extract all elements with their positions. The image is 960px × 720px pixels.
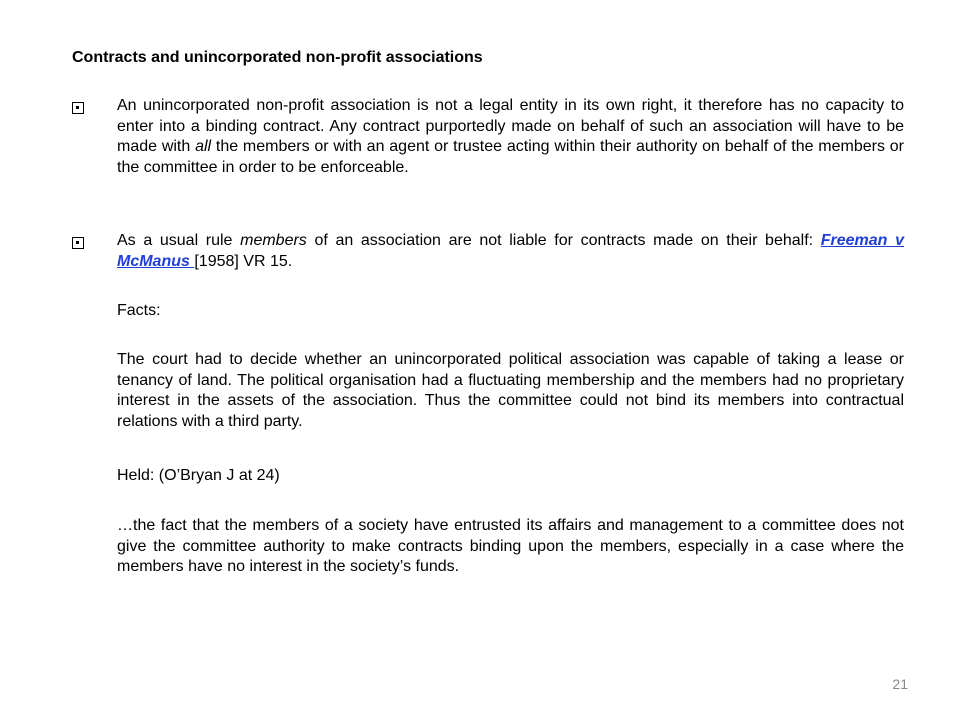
facts-text: The court had to decide whether an unincorporated political association was capable of taking a lease or tenancy of land. The political organisation had a fluctuating membership and the members had no proprietary interest in the assets of the association. Thus the committee could not bind its members into contractual relations with a third party. — [117, 351, 904, 430]
square-bullet-icon — [72, 237, 84, 249]
bullet-2-text: As a usual rule members of an association are not liable for contracts made on their behalf: Freeman v McManus [1958] VR 15. — [117, 232, 904, 270]
case-link-freeman-v-mcmanus[interactable]: Freeman v McManus — [117, 232, 904, 270]
page-number: 21 — [892, 676, 908, 692]
emphasis-all: all — [195, 138, 212, 155]
square-bullet-icon — [72, 102, 84, 114]
slide-title: Contracts and unincorporated non-profit associations — [72, 49, 483, 66]
held-label: Held: (O’Bryan J at 24) — [117, 467, 280, 484]
bullet-1-text: An unincorporated non-profit association is not a legal entity in its own right, it therefore has no capacity to enter into a binding contract. Any contract purportedly made on behalf of such an association will have to be made with all the members or with an agent or trustee acting within their authority on behalf of the members or the committee in order to be enforceable. — [117, 97, 904, 176]
facts-label: Facts: — [117, 302, 161, 319]
held-quote: …the fact that the members of a society have entrusted its affairs and management to a committee does not give the committee authority to make contracts binding upon the members, especially in a case where the members have no interest in the society’s funds. — [117, 517, 904, 575]
emphasis-members: members — [240, 232, 307, 249]
